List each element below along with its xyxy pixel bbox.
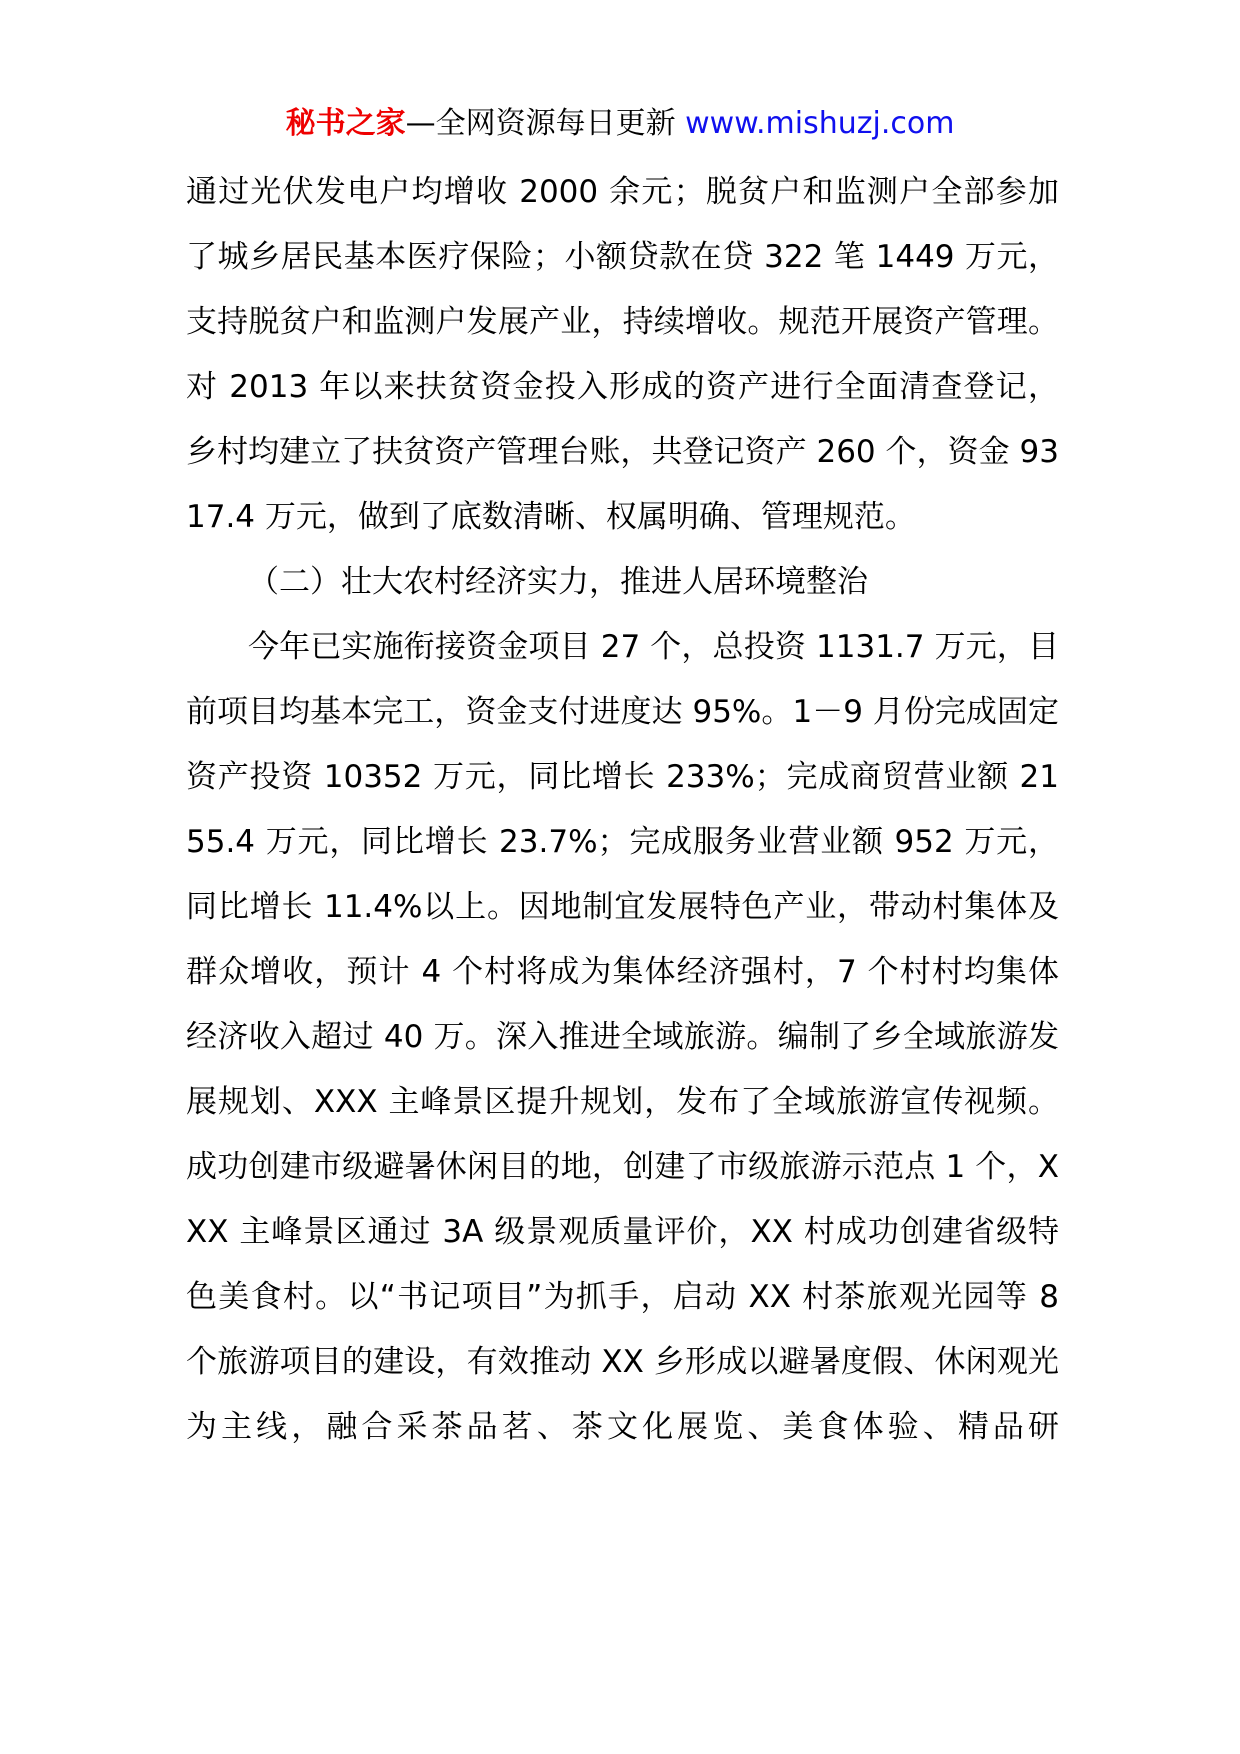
paragraph-poverty-assets: 通过光伏发电户均增收 2000 余元；脱贫户和监测户全部参加了城乡居民基本医疗保险；小额贷款在贷 322 笔 1449 万元，支持脱贫户和监测户发展产业，持续增收。规范开展资产管理。对 2013 年以来扶贫资金投入形成的资产进行全面清查登记，乡村均建立了扶贫资产管理台账，共登记资产 260 个，资金 9317.4 万元，做到了底数清晰、权属明确、管理规范。 bbox=[186, 174, 1059, 535]
site-link[interactable]: www.mishuzj.com bbox=[685, 106, 955, 141]
document-body bbox=[186, 160, 1059, 1460]
header-tagline: —全网资源每日更新 bbox=[405, 106, 686, 141]
brand-name: 秘书之家 bbox=[285, 106, 406, 141]
section-heading-2: （二）壮大农村经济实力，推进人居环境整治 bbox=[248, 564, 868, 600]
paragraph-rural-economy: 今年已实施衔接资金项目 27 个，总投资 1131.7 万元，目前项目均基本完工，资金支付进度达 95%。1－9 月份完成固定资产投资 10352 万元，同比增长 233%；完成商贸营业额 2155.4 万元，同比增长 23.7%；完成服务业营业额 952 万元，同比增长 11.4%以上。因地制宜发展特色产业，带动村集体及群众增收，预计 4 个村将成为集体经济强村，7 个村村均集体经济收入超过 40 万。深入推进全域旅游。编制了乡全域旅游发展规划、XXX 主峰景区提升规划，发布了全域旅游宣传视频。成功创建市级避暑休闲目的地，创建了市级旅游示范点 1 个，XXX 主峰景区通过 3A 级景观质量评价，XX 村成功创建省级特色美食村。以“书记项目”为抓手，启动 XX 村茶旅观光园等 8 个旅游项目的建设，有效推动 XX 乡形成以避暑度假、休闲观光为主线，融合采茶品茗、茶文化展览、美食体验、精品研 bbox=[186, 629, 1059, 1445]
page-header bbox=[0, 104, 1240, 144]
